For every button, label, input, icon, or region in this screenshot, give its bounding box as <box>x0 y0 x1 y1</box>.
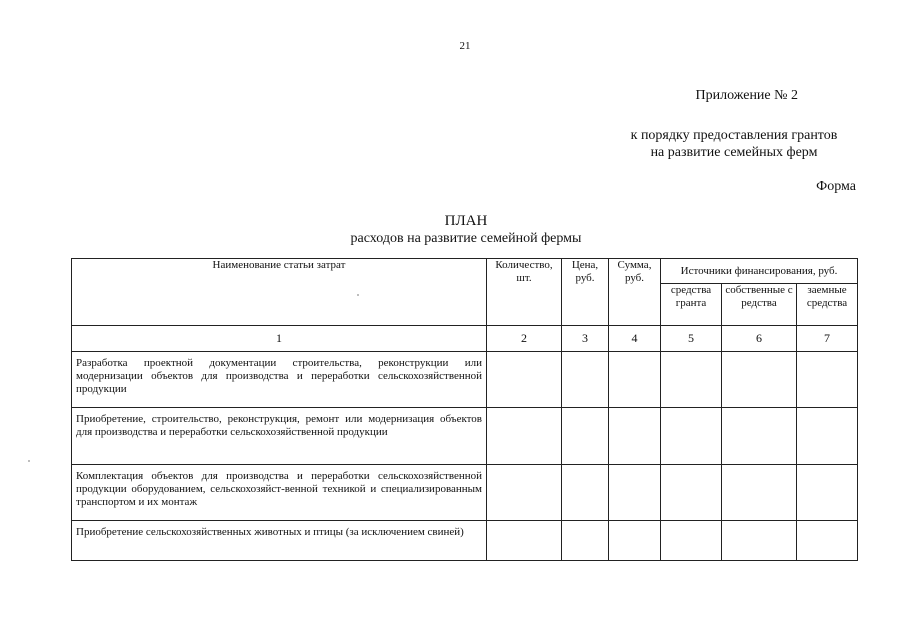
table-header-row <box>72 259 858 284</box>
cell-grant <box>661 465 722 521</box>
column-numbers-row <box>72 326 858 352</box>
column-number: 2 <box>487 326 562 352</box>
cell-sum <box>609 465 661 521</box>
cell-quantity <box>487 408 562 465</box>
cell-quantity <box>487 465 562 521</box>
cell-own <box>722 408 797 465</box>
order-reference <box>614 127 854 161</box>
header-cost-item: Наименование статьи затрат <box>72 259 487 326</box>
order-line-2: на развитие семейных ферм <box>650 145 818 160</box>
column-number: 3 <box>562 326 609 352</box>
cell-grant <box>661 521 722 561</box>
header-funding-sources: Источники финансирования, руб. <box>661 259 858 284</box>
page-number: 21 <box>459 40 471 52</box>
header-grant-funds: средства гранта <box>661 284 722 326</box>
column-number: 7 <box>797 326 858 352</box>
header-own-funds: собственные средства <box>722 284 797 326</box>
cost-item-livestock: Приобретение сельскохозяйственных животных и птицы (за исключением свиней) <box>72 521 487 561</box>
table-row <box>72 521 858 561</box>
header-sum: Сумма, руб. <box>609 259 661 326</box>
form-label: Форма <box>816 179 856 194</box>
document-title: ПЛАН <box>444 213 488 229</box>
cell-own <box>722 521 797 561</box>
cell-sum <box>609 521 661 561</box>
cell-price <box>562 465 609 521</box>
column-number: 4 <box>609 326 661 352</box>
cost-item-design: Разработка проектной документации строительства, реконструкции или модернизации объектов для производства и переработки сельскохозяйственной продукции <box>72 352 487 408</box>
column-number: 1 <box>72 326 487 352</box>
header-quantity: Количество, шт. <box>487 259 562 326</box>
cell-loan <box>797 465 858 521</box>
expense-plan-table <box>71 258 858 561</box>
cell-sum <box>609 408 661 465</box>
header-loan-funds: заемные средства <box>797 284 858 326</box>
column-number: 6 <box>722 326 797 352</box>
appendix-label: Приложение № 2 <box>695 88 798 103</box>
cell-price <box>562 352 609 408</box>
cell-price <box>562 408 609 465</box>
cell-grant <box>661 408 722 465</box>
document-subtitle: расходов на развитие семейной фермы <box>350 231 582 246</box>
order-line-1: к порядку предоставления грантов <box>630 128 838 143</box>
table-row <box>72 465 858 521</box>
cell-loan <box>797 408 858 465</box>
column-number: 5 <box>661 326 722 352</box>
table-row <box>72 408 858 465</box>
cost-item-equipment: Комплектация объектов для производства и переработки сельскохозяйственной продукции оборудованием, сельскохозяйст-венной техникой и специализированным транспортом и их монтаж <box>72 465 487 521</box>
cell-quantity <box>487 521 562 561</box>
cell-own <box>722 465 797 521</box>
scan-speck <box>357 294 359 296</box>
cell-loan <box>797 521 858 561</box>
cell-quantity <box>487 352 562 408</box>
cell-loan <box>797 352 858 408</box>
table-row <box>72 352 858 408</box>
scan-speck <box>28 460 30 462</box>
cell-sum <box>609 352 661 408</box>
cell-price <box>562 521 609 561</box>
cell-grant <box>661 352 722 408</box>
cost-item-construction: Приобретение, строительство, реконструкция, ремонт или модернизация объектов для производства и переработки сельскохозяйственной продукции <box>72 408 487 465</box>
header-price: Цена, руб. <box>562 259 609 326</box>
cell-own <box>722 352 797 408</box>
